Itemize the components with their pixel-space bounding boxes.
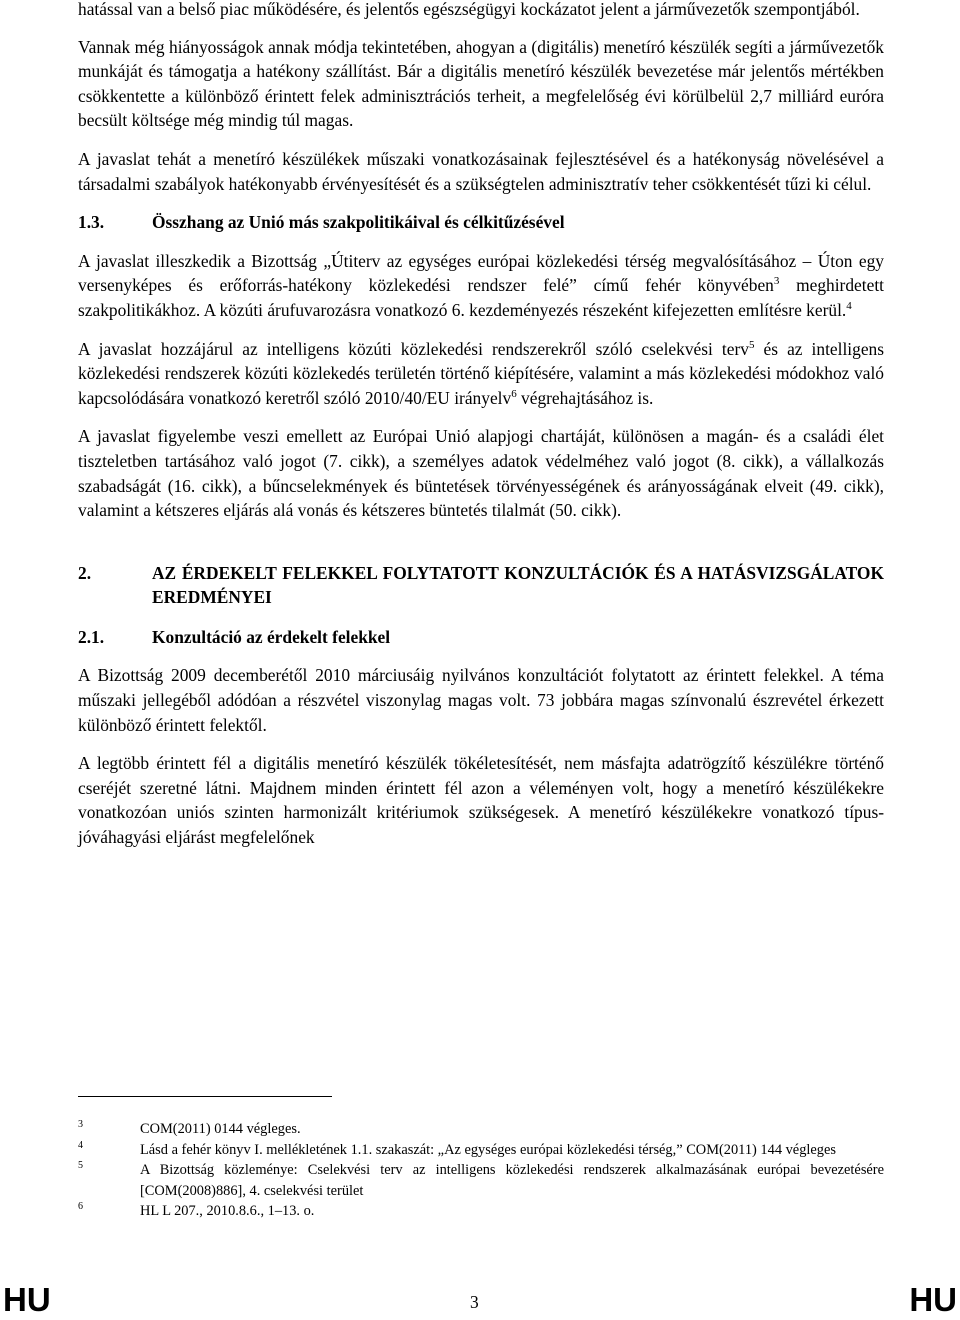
- section-title: Összhang az Unió más szakpolitikáival és célkitűzésével: [152, 212, 565, 233]
- paragraph-7: A legtöbb érintett fél a digitális menetíró készülék tökéletesítését, nem másfajta adatrögzítő készülékre történő cseréjét szeretné látni. Majdnem minden érintett fél azon a véleményen volt, hogy a menetíró készülékekre vonatkozóan uniós szinten harmonizált kritériumok szükségesek. A menetíró készülékekre vonatkozó típus-jóváhagyási eljárást megfelelőnek: [78, 753, 884, 848]
- paragraph-4-part-b: és az intelligens közlekedési rendszerek közúti közlekedés területén történő kiépítésére, valamint a más közlekedési módokhoz való kapcsolódására vonatkozó keretről szóló 2010/40/EU irányelv: [78, 338, 885, 408]
- section-heading-1-3: [78, 210, 884, 235]
- footnote-mark: 5: [78, 1160, 83, 1171]
- paragraph-1: Vannak még hiányosságok annak módja tekintetében, ahogyan a (digitális) menetíró készülék segíti a járművezetők munkáját és támogatja a hatékony szállítást. Bár a digitális menetíró készülék bevezetése már jelentős mértékben csökkentette a különböző érintett felek adminisztrációs terheit, a megfelelőség évi körülbelül 2,7 milliárd euróra becsült költsége még mindig túl magas.: [78, 36, 884, 131]
- footnote-text: Lásd a fehér könyv I. mellékletének 1.1. szakaszát: „Az egységes európai közlekedési térség,” COM(2011) 144 végleges: [140, 1141, 836, 1158]
- paragraph-2: A javaslat tehát a menetíró készülékek műszaki vonatkozásainak fejlesztésével és a hatékonyság növelésével a társadalmi szabályok hatékonyabb érvényesítését és a szükségtelen adminisztratív teher csökkentését tűzi ki célul.: [78, 148, 884, 194]
- section-number: 2.: [78, 562, 92, 583]
- footnote-mark: 3: [78, 1119, 83, 1130]
- footnote-mark: 4: [78, 1139, 83, 1151]
- paragraph-4-part-c: végrehajtásához is.: [516, 387, 654, 408]
- document-body: [78, 0, 884, 850]
- language-code-left: HU: [3, 1281, 51, 1318]
- footnote-ref-3: 3: [773, 275, 780, 288]
- footnote-ref-6: 6: [511, 387, 517, 400]
- section-number: 2.1.: [78, 626, 105, 647]
- footnote-item: [78, 1119, 884, 1140]
- page-number: 3: [470, 1292, 479, 1312]
- footnote-ref-5: 5: [748, 338, 755, 351]
- footnote-item: [78, 1160, 884, 1201]
- section-title: AZ ÉRDEKELT FELEKKEL FOLYTATOTT KONZULTÁCIÓK ÉS A HATÁSVIZSGÁLATOK EREDMÉNYEI: [152, 562, 884, 608]
- footnote-ref-4: 4: [846, 299, 852, 312]
- paragraph-4-part-a: A javaslat hozzájárul az intelligens közúti közlekedési rendszerekről szóló cselekvési terv: [78, 338, 749, 359]
- section-title: Konzultáció az érdekelt felekkel: [152, 626, 391, 647]
- paragraph-3-part-b: meghirdetett szakpolitikákhoz. A közúti árufuvarozásra vonatkozó 6. kezdeményezés részeként kifejezetten említésre kerül.: [78, 275, 884, 320]
- paragraph-3: [78, 249, 884, 323]
- footnote-text: A Bizottság közleménye: Cselekvési terv az intelligens közlekedési rendszerek alkalmazásának európai bevezetésére [COM(2008)886], 4. cselekvési terület: [140, 1162, 884, 1199]
- paragraph-0: hatással van a belső piac működésére, és jelentős egészségügyi kockázatot jelent a járművezetők szempontjából.: [78, 0, 860, 19]
- paragraph-6: A Bizottság 2009 decemberétől 2010 márciusáig nyilvános konzultációt folytatott az érintett felekkel. A téma műszaki jellegéből adódóan a részvétel viszonylag magas volt. 73 jobbára magas színvonalú észrevétel érkezett különböző érintett felektől.: [78, 665, 884, 735]
- footnote-separator: [78, 1096, 332, 1097]
- footnote-mark: 6: [78, 1201, 83, 1212]
- language-code-right: HU: [909, 1281, 957, 1318]
- section-heading-2-1: [78, 625, 884, 650]
- paragraph-5: A javaslat figyelembe veszi emellett az Európai Unió alapjogi chartáját, különösen a magán- és a családi élet tiszteletben tartásához való jogot (7. cikk), a személyes adatok védelméhez való jogot (8. cikk), a vállalkozás szabadságát (16. cikk), a bűncselekmények és büntetések törvényességének és arányosságának elveit (49. cikk), valamint a kétszeres eljárás alá vonás és kétszeres büntetés tilalmát (50. cikk).: [78, 426, 884, 521]
- paragraph-3-part-a: A javaslat illeszkedik a Bizottság „Útiterv az egységes európai közlekedési térség megvalósításához – Úton egy versenyképes és erőforrás-hatékony közlekedési rendszer felé” című fehér könyvében: [78, 250, 884, 296]
- footnote-item: [78, 1201, 884, 1222]
- footnote-text: COM(2011) 0144 végleges.: [140, 1121, 301, 1137]
- page-footer: [0, 1270, 960, 1320]
- footnote-text: HL L 207., 2010.8.6., 1–13. o.: [140, 1203, 315, 1219]
- footnotes: [78, 1096, 884, 1222]
- paragraph-4: [78, 337, 884, 411]
- footnote-item: [78, 1140, 884, 1161]
- section-number: 1.3.: [78, 212, 105, 233]
- section-heading-2: [78, 561, 884, 610]
